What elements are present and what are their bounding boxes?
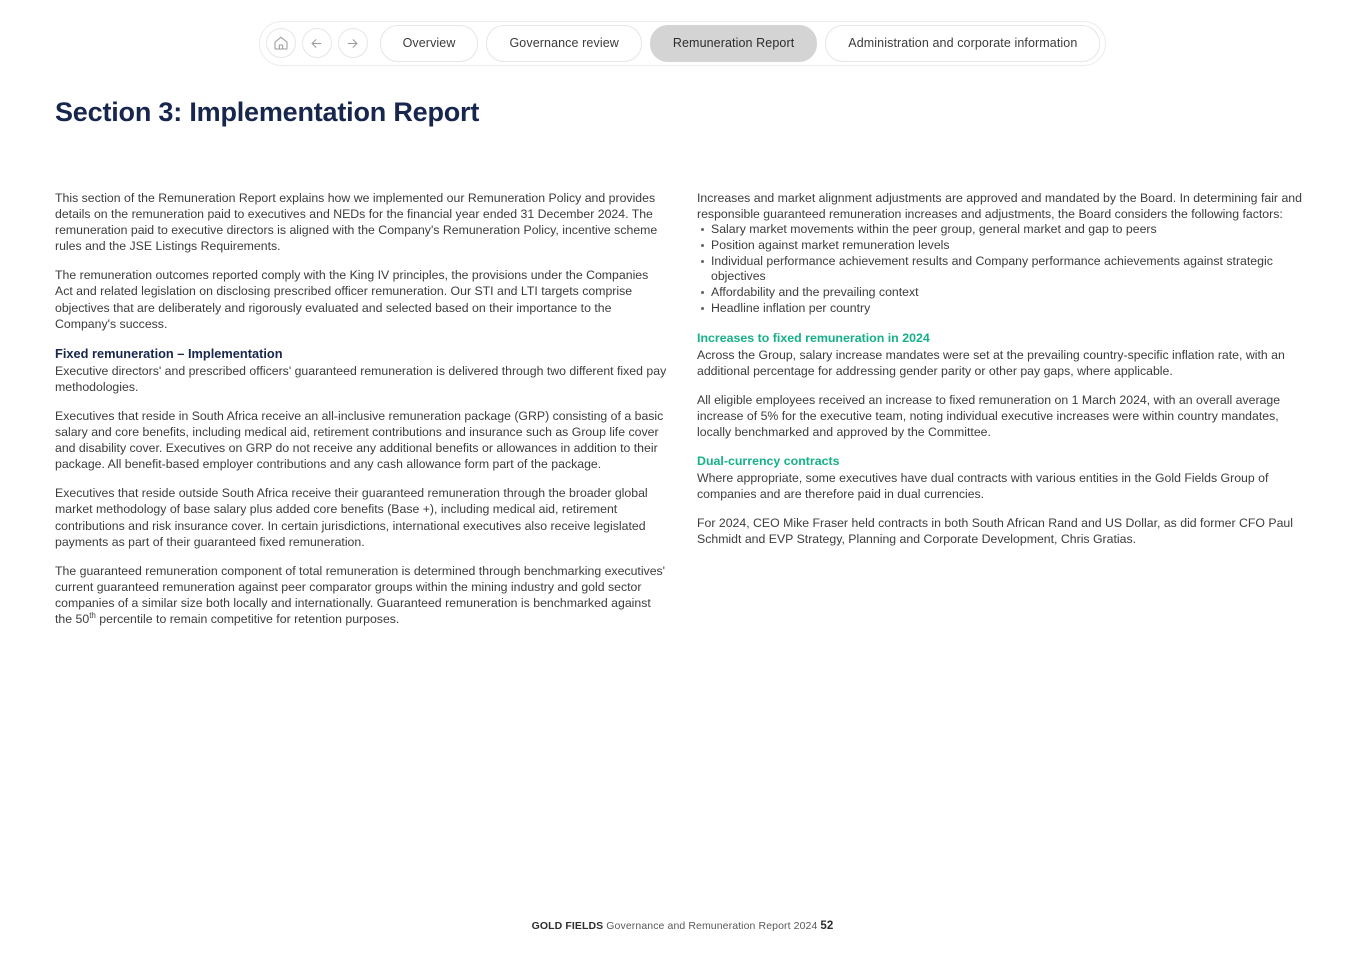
- nav-tabs: [380, 25, 1101, 62]
- back-button[interactable]: [302, 28, 332, 58]
- right-paragraph-1: Increases and market alignment adjustments are approved and mandated by the Board. In determining fair and responsible guaranteed remuneration increases and adjustments, the Board considers the following factors:: [697, 191, 1302, 222]
- tab-administration-and-corporate-information[interactable]: Administration and corporate information: [825, 25, 1100, 62]
- right-paragraph-5: For 2024, CEO Mike Fraser held contracts in both South African Rand and US Dollar, as did former CFO Paul Schmidt and EVP Strategy, Planning and Corporate Development, Chris Gratias.: [697, 516, 1293, 547]
- list-item: Salary market movements within the peer group, general market and gap to peers: [697, 222, 1310, 237]
- left-column: [55, 190, 668, 627]
- left-paragraph-1: This section of the Remuneration Report explains how we implemented our Remuneration Policy and provides details on the remuneration paid to executives and NEDs for the financial year ended 31 December 2024. The remuneration paid to executive directors is aligned with the Company's Remuneration Policy, incentive scheme rules and the JSE Listings Requirements.: [55, 191, 658, 254]
- top-navigation-bar: [0, 21, 1365, 66]
- footer-page-number: 52: [820, 920, 834, 932]
- right-column: [697, 190, 1310, 627]
- left-paragraph-5: Executives that reside outside South Africa receive their guaranteed remuneration through the broader global market methodology of base salary plus added core benefits (Base +), including medical aid, retirement contributions and risk insurance cover. In certain jurisdictions, international executives also receive legislated payments as part of their guaranteed fixed remuneration.: [55, 486, 648, 549]
- left-paragraph-6-part2: percentile to remain competitive for retention purposes.: [95, 611, 400, 626]
- footer-brand: GOLD FIELDS: [531, 920, 604, 932]
- home-button[interactable]: [266, 28, 296, 58]
- nav-pill-container: [259, 21, 1107, 66]
- tab-overview[interactable]: Overview: [380, 25, 479, 62]
- left-paragraph-6: [55, 563, 668, 627]
- left-paragraph-6-part1: The guaranteed remuneration component of total remuneration is determined through benchmarking executives' current guaranteed remuneration against peer comparator groups within the mining industry and gold sector companies of a similar size both locally and internationally. Guaranteed remuneration is benchmarked against the 50: [55, 563, 666, 626]
- list-item: Headline inflation per country: [697, 301, 1310, 316]
- tab-remuneration-report[interactable]: Remuneration Report: [650, 25, 817, 62]
- heading-increases-to-fixed-remuneration: Increases to fixed remuneration in 2024: [697, 330, 930, 345]
- footer-report-title: Governance and Remuneration Report 2024: [603, 920, 821, 932]
- tab-governance-review[interactable]: Governance review: [486, 25, 641, 62]
- left-paragraph-4: Executives that reside in South Africa receive an all-inclusive remuneration package (GRP) consisting of a basic salary and core benefits, including medical aid, retirement contributions and insurance such as Group life cover and disability cover. Executives on GRP do not receive any additional benefits or allowances in addition to their package. All benefit-based employer contributions and any cash allowance form part of the package.: [55, 408, 664, 472]
- left-paragraph-3: Executive directors' and prescribed officers' guaranteed remuneration is delivered through two different fixed pay methodologies.: [55, 363, 667, 394]
- percentile-superscript: th: [89, 610, 96, 620]
- heading-dual-currency-contracts: Dual-currency contracts: [697, 454, 840, 469]
- right-paragraph-4: Where appropriate, some executives have dual contracts with various entities in the Gold Fields Group of companies and are therefore paid in dual currencies.: [697, 471, 1269, 502]
- list-item: Position against market remuneration levels: [697, 238, 1310, 253]
- left-paragraph-2: The remuneration outcomes reported comply with the King IV principles, the provisions under the Companies Act and related legislation on disclosing prescribed officer remuneration. Our STI and LTI targets comprise objectives that are deliberately and rigorously evaluated and selected based on their importance to the Company's success.: [55, 268, 649, 331]
- board-factors-list: [697, 222, 1310, 316]
- list-item: Individual performance achievement results and Company performance achievements against strategic objectives: [697, 254, 1310, 285]
- heading-fixed-remuneration: Fixed remuneration – Implementation: [55, 345, 283, 361]
- home-icon: [273, 35, 289, 51]
- content-columns: [55, 190, 1311, 627]
- right-paragraph-2: Across the Group, salary increase mandates were set at the prevailing country-specific inflation rate, with an additional percentage for addressing gender parity or other pay gaps, where applicable.: [697, 347, 1285, 378]
- forward-button[interactable]: [338, 28, 368, 58]
- page-title: Section 3: Implementation Report: [55, 97, 480, 127]
- right-paragraph-3: All eligible employees received an increase to fixed remuneration on 1 March 2024, with an overall average increase of 5% for the executive team, noting individual executive increases were within country mandates, locally benchmarked and approved by the Committee.: [697, 392, 1281, 439]
- arrow-right-icon: [345, 36, 360, 51]
- arrow-left-icon: [309, 36, 324, 51]
- list-item: Affordability and the prevailing context: [697, 285, 1310, 300]
- page-footer: [0, 920, 1365, 932]
